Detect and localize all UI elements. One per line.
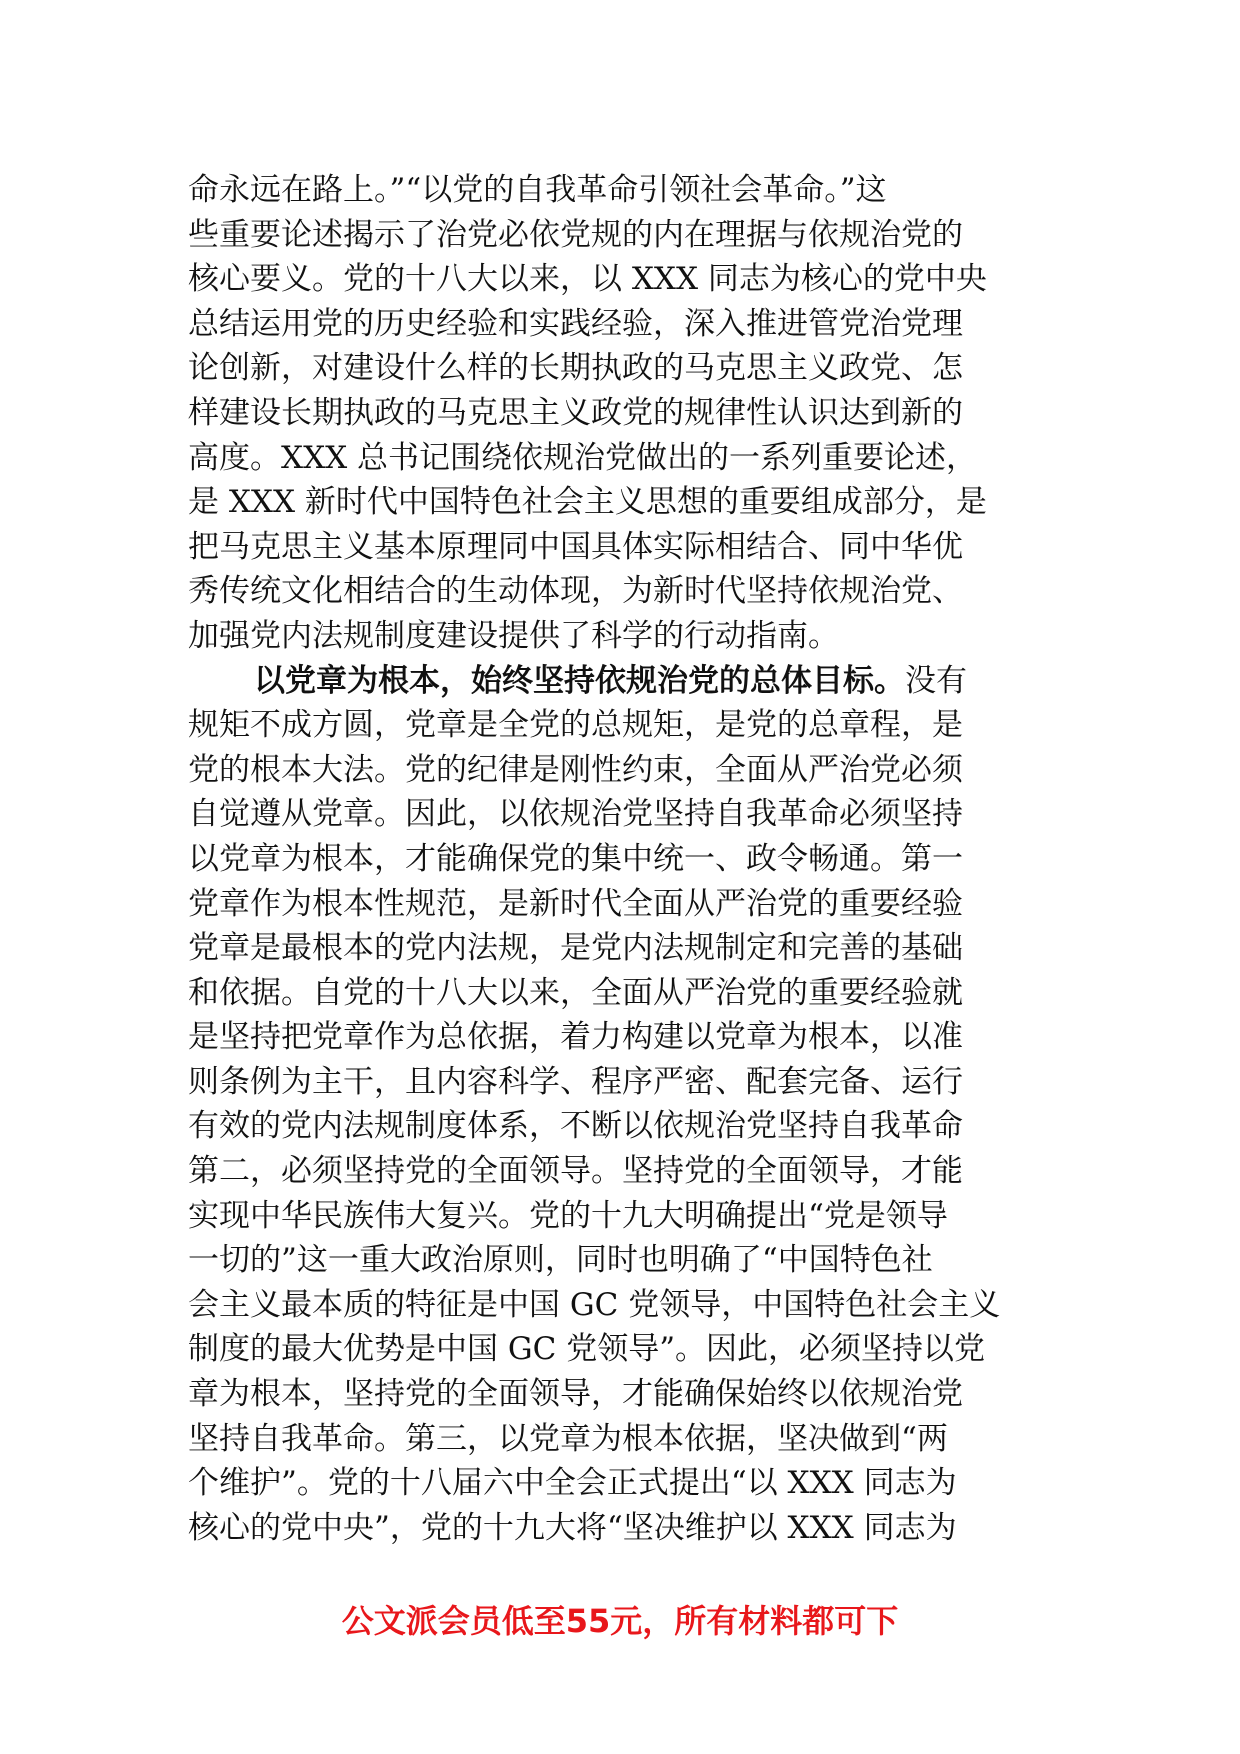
- text-line: 和依据。自党的十八大以来，全面从严治党的重要经验就: [188, 974, 963, 1011]
- text-line: 秀传统文化相结合的生动体现，为新时代坚持依规治党、: [188, 573, 963, 610]
- text-line: 总结运用党的历史经验和实践经验，深入推进管党治党理: [188, 305, 963, 342]
- text-line: 加强党内法规制度建设提供了科学的行动指南。: [188, 617, 839, 654]
- text-line: 个维护”。党的十八届六中全会正式提出“以 XXX 同志为: [188, 1465, 957, 1502]
- text-line: 核心要义。党的十八大以来，以 XXX 同志为核心的党中央: [188, 261, 987, 298]
- text-line: 把马克思主义基本原理同中国具体实际相结合、同中华优: [188, 528, 963, 565]
- text-line: 样建设长期执政的马克思主义政党的规律性认识达到新的: [188, 394, 963, 431]
- text-line: 党的根本大法。党的纪律是刚性约束，全面从严治党必须: [188, 751, 963, 788]
- text-line: 章为根本，坚持党的全面领导，才能确保始终以依规治党: [188, 1376, 963, 1413]
- text-line: 则条例为主干，且内容科学、程序严密、配套完备、运行: [188, 1063, 963, 1100]
- text-line: 第二，必须坚持党的全面领导。坚持党的全面领导，才能: [188, 1153, 963, 1190]
- text-line: 是坚持把党章作为总依据，着力构建以党章为根本，以准: [188, 1019, 963, 1056]
- text-line: 党章是最根本的党内法规，是党内法规制定和完善的基础: [188, 930, 963, 967]
- text-line: 以党章为根本，才能确保党的集中统一、政令畅通。第一: [188, 840, 963, 877]
- text-line: 会主义最本质的特征是中国 GC 党领导，中国特色社会主义: [188, 1286, 1001, 1323]
- paragraph-first-line: [188, 659, 1053, 704]
- text-line: 些重要论述揭示了治党必依党规的内在理据与依规治党的: [188, 216, 963, 253]
- text-line: 有效的党内法规制度体系，不断以依规治党坚持自我革命: [188, 1108, 963, 1145]
- heading-line-rest: 没有: [905, 662, 967, 699]
- text-line: 论创新，对建设什么样的长期执政的马克思主义政党、怎: [188, 350, 963, 387]
- text-line: 坚持自我革命。第三，以党章为根本依据，坚决做到“两: [188, 1420, 948, 1457]
- text-line: 党章作为根本性规范，是新时代全面从严治党的重要经验: [188, 885, 963, 922]
- section-heading: 以党章为根本，始终坚持依规治党的总体目标。: [254, 662, 905, 699]
- text-line: 是 XXX 新时代中国特色社会主义思想的重要组成部分，是: [188, 484, 987, 521]
- document-body: [188, 168, 1053, 1550]
- text-line: 命永远在路上。”“以党的自我革命引领社会革命。”这: [188, 172, 887, 208]
- text-line: 实现中华民族伟大复兴。党的十九大明确提出“党是领导: [188, 1197, 948, 1234]
- text-line: 高度。XXX 总书记围绕依规治党做出的一系列重要论述，: [188, 439, 978, 476]
- footer-promo: 公文派会员低至55元，所有材料都可下: [341, 1602, 899, 1640]
- text-line: 制度的最大优势是中国 GC 党领导”。因此，必须坚持以党: [188, 1331, 986, 1368]
- text-line: 自觉遵从党章。因此，以依规治党坚持自我革命必须坚持: [188, 796, 963, 833]
- text-line: 一切的”这一重大政治原则，同时也明确了“中国特色社: [188, 1242, 933, 1279]
- paragraph-2: [188, 659, 1053, 1551]
- paragraph-1: [188, 168, 1053, 659]
- text-line: 核心的党中央”，党的十九大将“坚决维护以 XXX 同志为: [188, 1509, 957, 1546]
- text-line: 规矩不成方圆，党章是全党的总规矩，是党的总章程，是: [188, 707, 963, 744]
